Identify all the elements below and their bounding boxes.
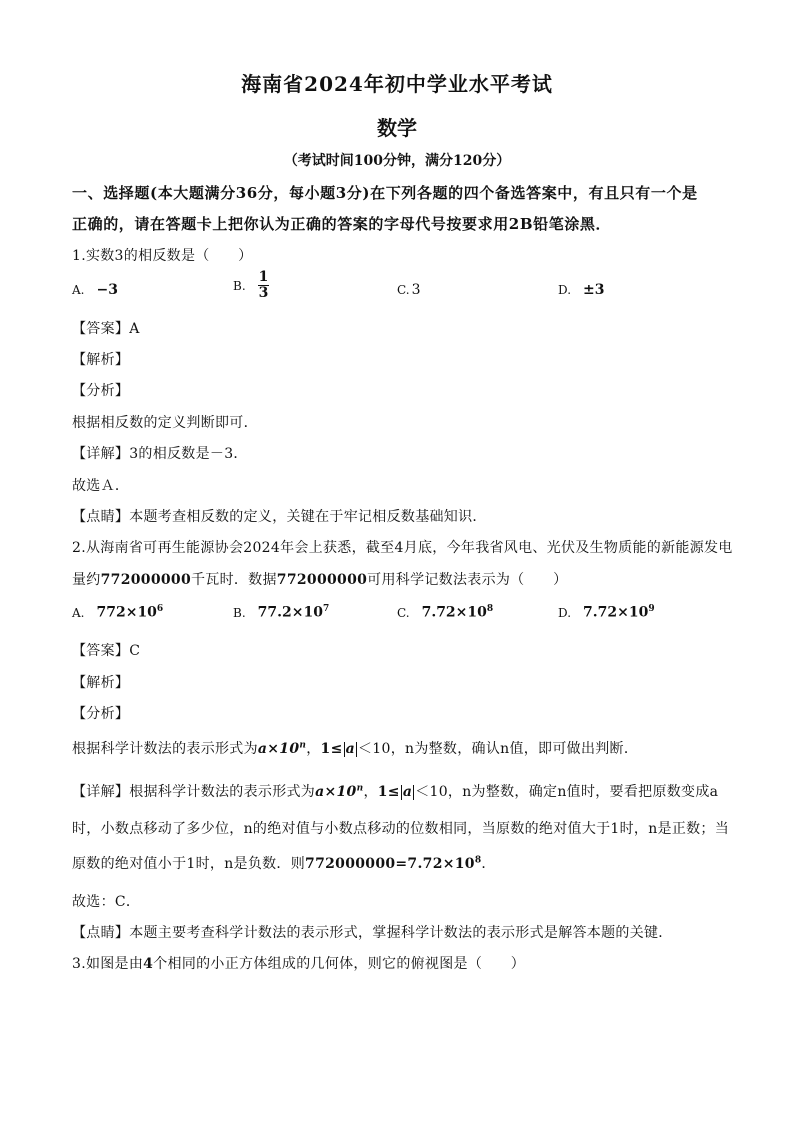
q2-fenxi-tag: 【分析】: [72, 706, 130, 722]
section1-instructions-line1: 一、选择题(本大题满分36分，每小题3分)在下列各题的四个备选答案中，有且只有一个是: [72, 184, 698, 202]
option-label: D.: [558, 283, 572, 297]
answer-value: C: [129, 643, 141, 659]
stem-text-b: 千瓦时．数据: [190, 572, 277, 588]
stem-number: 772000000: [100, 572, 191, 588]
q2-option-c: [397, 604, 493, 621]
q1-answer: [72, 318, 140, 338]
exam-title: 海南省2024年初中学业水平考试: [241, 72, 553, 96]
q2-stem-line2: [72, 569, 567, 589]
one-le: 1≤: [377, 784, 400, 800]
detail-text-a: 根据科学计数法的表示形式为: [129, 784, 316, 800]
q2-option-b: [233, 604, 329, 621]
q1-stem: 1.实数3的相反数是（ ）: [72, 248, 253, 264]
fraction-denominator: 3: [258, 285, 269, 301]
abs-a: a: [402, 784, 413, 800]
option-label: D.: [558, 605, 572, 620]
abs-a: a: [345, 741, 355, 757]
equation-mid: =7.72×10: [395, 856, 475, 872]
q1-option-c: [397, 282, 421, 298]
q1-option-a: [72, 282, 118, 298]
abs-bar-left: [344, 742, 345, 757]
q3-stem: [72, 953, 525, 973]
detail-text-b: ＜10，n为整数，确定n值时，要看把原数变成a: [415, 784, 719, 800]
detail-tag: 【详解】: [72, 784, 130, 800]
option-value: −3: [96, 282, 118, 298]
stem-number: 4: [143, 956, 154, 972]
q2-analysis-tag: 【解析】: [72, 675, 130, 691]
fenxi-text-a: 根据科学计数法的表示形式为: [72, 741, 258, 757]
q2-detail-line1: 【详解】根据科学计数法的表示形式为$a\times 10^n$，1≤ a ＜10，n为整数，确定n值时，要看把原数变成a: [72, 783, 719, 800]
q1-fenxi-tag: 【分析】: [72, 383, 130, 399]
equation-end: ．: [481, 856, 496, 872]
option-label: B.: [233, 278, 246, 293]
review-text: 本题考查相反数的定义，关键在于牢记相反数基础知识．: [129, 509, 487, 525]
sci-form: a×10: [315, 784, 357, 800]
exam-subject: 数学: [377, 116, 417, 140]
abs-bar-right: [356, 742, 357, 757]
equation-exponent: 8: [474, 855, 482, 866]
option-label: C.: [397, 605, 410, 620]
q2-fenxi: 根据科学计数法的表示形式为$a\times 10^n$，1≤ a ＜10，n为整数，确认n值，即可做出判断．: [72, 740, 639, 757]
option-exponent: 6: [156, 604, 164, 614]
q1-choose: 故选Ａ．: [72, 478, 130, 494]
stem-number-repeat: 772000000: [276, 572, 368, 588]
answer-tag: 【答案】: [72, 643, 130, 659]
option-label: A.: [72, 605, 85, 620]
review-tag: 【点睛】: [72, 509, 130, 525]
stem-text-b: 个相同的小正方体组成的几何体，则它的俯视图是（ ）: [153, 956, 526, 972]
detail-text: 3的相反数是－3．: [129, 446, 248, 462]
q2-detail-line3: [72, 853, 496, 873]
option-label: C.: [397, 283, 410, 297]
q1-review: [72, 506, 487, 526]
option-exponent: 9: [648, 604, 655, 614]
fenxi-text-b: ＜10，n为整数，确认n值，即可做出判断．: [358, 741, 639, 757]
q2-answer: [72, 640, 140, 660]
option-base: 7.72×10: [421, 604, 487, 621]
sci-form-exponent: n: [299, 740, 307, 751]
option-value: 3: [411, 282, 421, 298]
sci-form: a×10: [257, 741, 300, 757]
option-exponent: 7: [322, 604, 330, 614]
q2-option-d: [558, 604, 655, 621]
answer-tag: 【答案】: [72, 321, 130, 337]
fraction-numerator: 1: [258, 269, 269, 285]
option-exponent: 8: [486, 604, 494, 614]
option-base: 772×10: [96, 604, 157, 621]
option-base: 77.2×10: [257, 604, 323, 621]
q2-option-a: [72, 604, 163, 621]
stem-text-a: 3.如图是由: [72, 956, 144, 972]
fraction: [258, 270, 270, 301]
option-label: B.: [233, 605, 246, 620]
q1-option-d: [558, 282, 605, 298]
q1-analysis-tag: 【解析】: [72, 352, 130, 368]
q1-option-b: [233, 270, 269, 301]
q2-review: [72, 922, 673, 942]
q2-detail-line2: 时，小数点移动了多少位，n的绝对值与小数点移动的位数相同，当原数的绝对值大于1时，n是正数；当: [72, 821, 730, 837]
one-le: 1≤: [320, 741, 343, 757]
answer-value: A: [129, 321, 140, 337]
option-base: 7.72×10: [583, 604, 649, 621]
abs-bar-left: [401, 785, 402, 800]
q1-fenxi: 根据相反数的定义判断即可．: [72, 415, 258, 431]
section1-instructions-line2: 正确的，请在答题卡上把你认为正确的答案的字母代号按要求用2B铅笔涂黑．: [72, 215, 612, 233]
q2-choose: 故选：C．: [72, 894, 141, 910]
option-value: ±3: [583, 282, 605, 298]
q1-detail: [72, 443, 248, 463]
stem-text-c: 可用科学记数法表示为（ ）: [367, 572, 568, 588]
q2-stem-line1: 2.从海南省可再生能源协会2024年会上获悉，截至4月底，今年我省风电、光伏及生物质能的新能源发电: [72, 540, 733, 556]
sci-form-exponent: n: [356, 783, 364, 794]
detail-line3-text: 原数的绝对值小于1时，n是负数．则: [72, 856, 306, 872]
stem-text-a: 量约: [72, 572, 101, 588]
exam-info: （考试时间100分钟，满分120分）: [283, 153, 511, 169]
review-text: 本题主要考查科学计数法的表示形式，掌握科学计数法的表示形式是解答本题的关键．: [129, 925, 673, 941]
detail-tag: 【详解】: [72, 446, 130, 462]
review-tag: 【点睛】: [72, 925, 130, 941]
option-label: A.: [72, 283, 85, 297]
equation-left: 772000000: [305, 856, 396, 872]
